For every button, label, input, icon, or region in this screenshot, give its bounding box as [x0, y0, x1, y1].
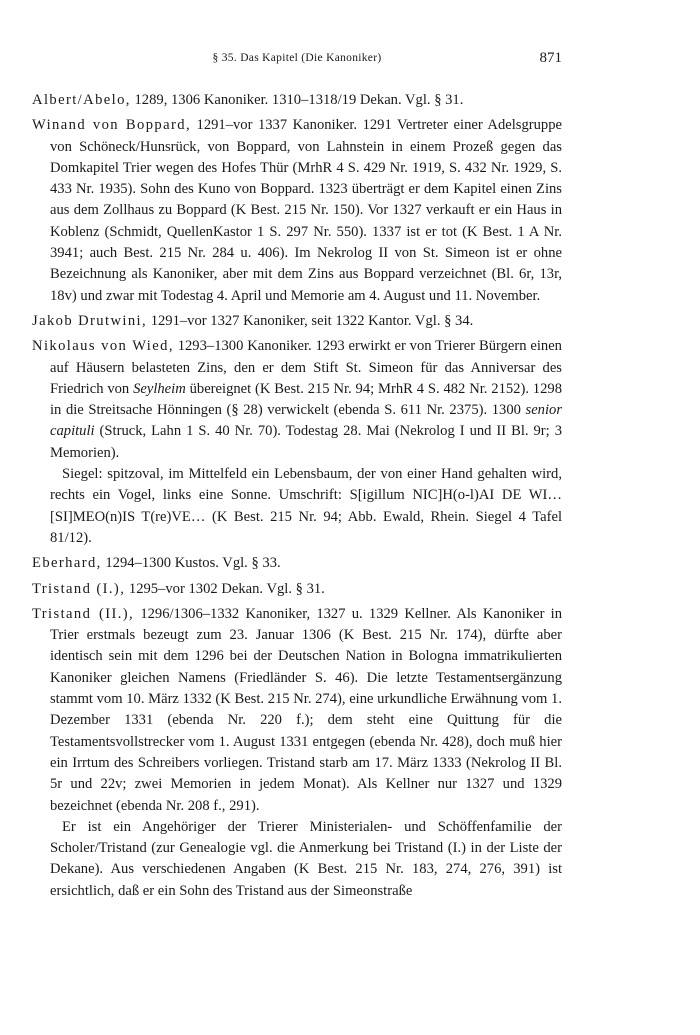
entry-text: 1294–1300 Kustos. Vgl. § 33. [101, 555, 281, 572]
entry-name: Jakob Drutwini, [32, 312, 148, 329]
entry-name: Nikolaus von Wied, [32, 338, 174, 355]
page-number: 871 [539, 50, 562, 66]
entry-name: Albert/Abelo, [32, 92, 131, 108]
entry-name: Winand von Boppard, [32, 117, 192, 134]
entry-italic-term: Seylheim [133, 380, 186, 397]
running-title: § 35. Das Kapitel (Die Kanoniker) [212, 52, 382, 64]
entry-text: übereignet (K Best. 215 Nr. 94; MrhR 4 S. 482 Nr. 2152). 1298 in die Streitsache Hönningen (§ 28) verwickelt (ebenda S. 611 Nr. 2375). 1300 [50, 380, 562, 419]
entry-italic-term: senior capituli [50, 402, 562, 440]
running-header [32, 52, 562, 72]
entry-text: 1295–vor 1302 Dekan. Vgl. § 31. [125, 580, 325, 597]
entry-eberhard [32, 553, 562, 574]
entry-albert-abelo [32, 90, 562, 111]
entry-winand-von-boppard [32, 115, 562, 307]
entry-nikolaus-von-wied [32, 336, 562, 549]
entry-text: 1296/1306–1332 Kanoniker, 1327 u. 1329 Kellner. Als Kanoniker in Trier erstmals bezeugt zum 23. Januar 1306 (K Best. 215 Nr. 174), dürfte aber identisch sein mit dem 1296 bei der Deutschen Nation in Bologna immatrikulierten Kanoniker gleichen Namens (Friedländer S. 46). Die letzte Testamentsergänzung stammt vom 10. März 1332 (K Best. 215 Nr. 274), eine urkundliche Erwähnung vom 1. Dezember 1331 (ebenda Nr. 220 f.); dem steht eine Quittung für die Testamentsvollstrecker vom 1. August 1331 entgegen (ebenda Nr. 428), doch muß hier ein Irrtum des Schreibers vorliegen. Tristand starb am 17. März 1333 (Nekrolog II Bl. 5r und 22v; zwei Memorien in jedem Monat). Als Kellner nur 1327 und 1329 bezeichnet (ebenda Nr. 208 f., 291). [50, 605, 563, 814]
entry-text: (Struck, Lahn 1 S. 40 Nr. 70). Todestag 28. Mai (Nekrolog I und II Bl. 9r; 3 Memorien). [50, 423, 562, 461]
entry-jakob-drutwini [32, 311, 562, 332]
entry-name: Tristand (I.), [32, 580, 126, 597]
entry-text: 1293–1300 Kanoniker. 1293 erwirkt er von Trierer Bürgern einen auf Häusern belasteten Zins, den er dem Stift St. Simeon für das Anniversar des Friedrich von [50, 338, 562, 397]
entry-seal-paragraph: Siegel: spitzoval, im Mittelfeld ein Lebensbaum, der von einer Hand gehalten wird, rechts ein Vogel, links eine Sonne. Umschrift: S[igillum NIC]H(o-l)AI DE WI…[SI]MEO(n)IS T(re)VE… (K Best. 215 Nr. 94; Abb. Ewald, Rhein. Siegel 4 Tafel 81/12). [50, 466, 562, 546]
entry-name: Eberhard, [32, 555, 102, 572]
entry-continuation-paragraph: Er ist ein Angehöriger der Trierer Ministerialen- und Schöffenfamilie der Scholer/Tristand (zur Genealogie vgl. die Anmerkung bei Tristand (I.) in der Liste der Dekane). Aus verschiedenen Angaben (K Best. 215 Nr. 183, 274, 276, 391) ist ersichtlich, daß er ein Sohn des Tristand aus der Simeonstraße [50, 818, 562, 899]
page-body [32, 90, 562, 906]
entry-tristand-i [32, 579, 562, 600]
entry-name: Tristand (II.), [32, 605, 135, 622]
entry-text: 1291–vor 1327 Kanoniker, seit 1322 Kantor. Vgl. § 34. [147, 312, 474, 329]
entry-text: 1291–vor 1337 Kanoniker. 1291 Vertreter einer Adelsgruppe von Schöneck/Hunsrück, von Boppard, von Lahnstein in einem Prozeß gegen das Domkapitel Trier wegen des Hofes Thür (MrhR 4 S. 429 Nr. 1919, S. 432 Nr. 1929, S. 433 Nr. 1935). Sohn des Kuno von Boppard. 1323 überträgt er dem Kapitel einen Zins aus dem Zollhaus zu Boppard (K Best. 215 Nr. 150). Vor 1327 verkauft er ein Haus in Koblenz (Schmidt, QuellenKastor 1 S. 297 Nr. 550). 1337 ist er tot (K Best. 1 A Nr. 3941; auch Best. 215 Nr. 284 u. 406). Im Nekrolog II von St. Simeon ist er ohne Bezeichnung als Kanoniker, aber mit dem Zins aus Boppard verzeichnet (Bl. 6r, 13r, 18v) und zwar mit Todestag 4. April und Memorie am 4. August und 11. November. [50, 117, 562, 304]
entry-text: 1289, 1306 Kanoniker. 1310–1318/19 Dekan. Vgl. § 31. [130, 92, 464, 108]
entry-tristand-ii [32, 604, 562, 902]
